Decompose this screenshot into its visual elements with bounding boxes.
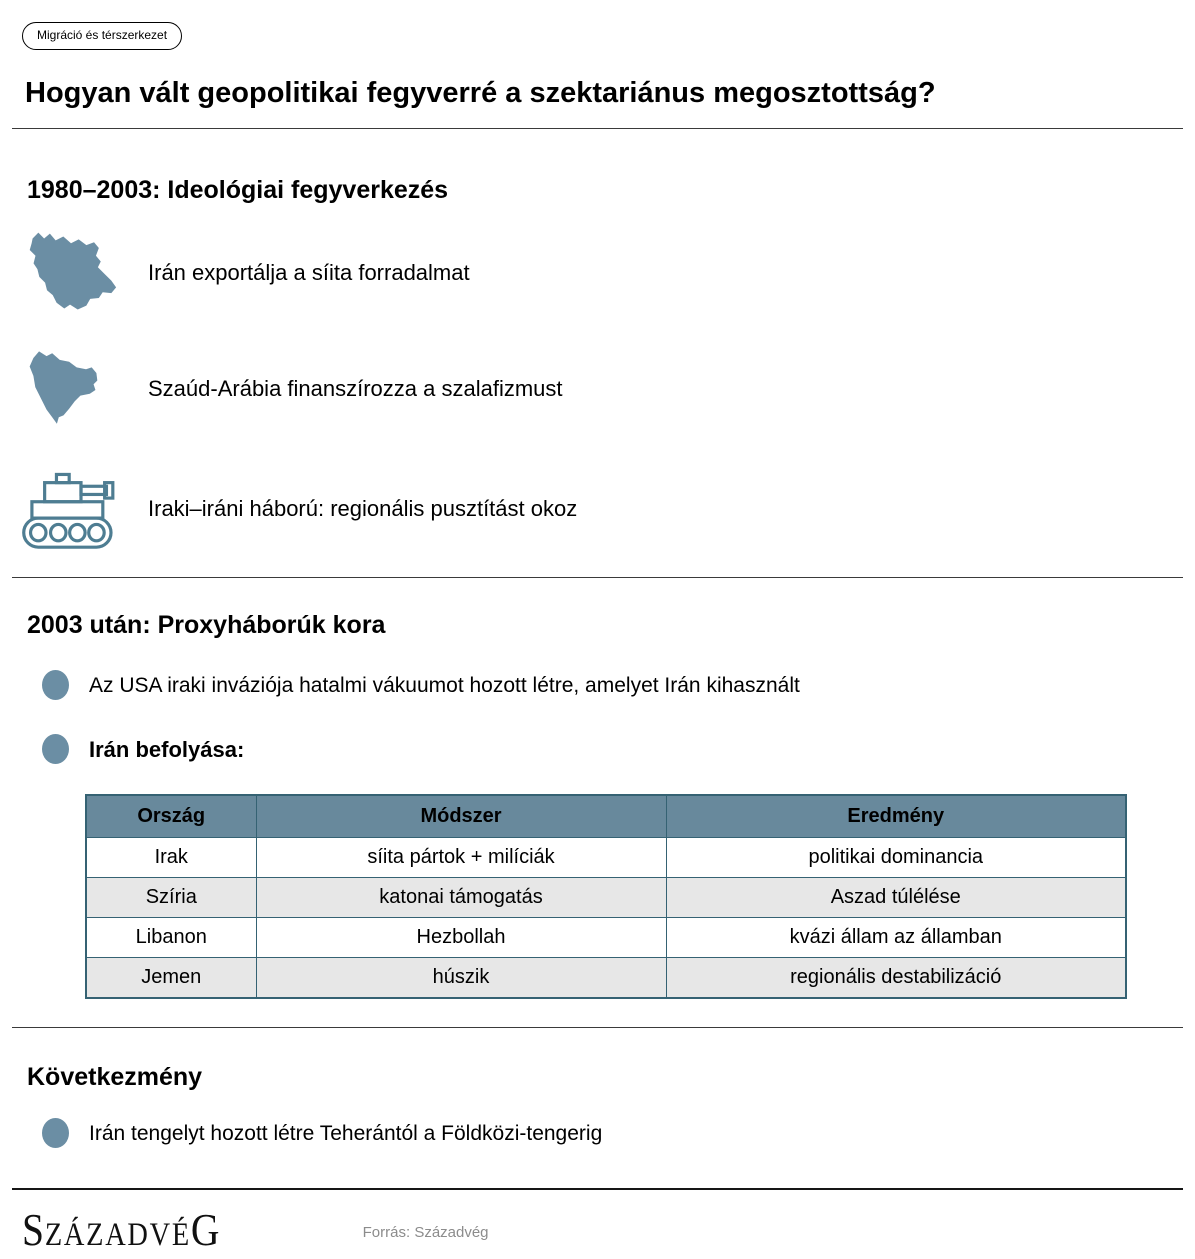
list-item bbox=[20, 345, 1195, 433]
table-cell: húszik bbox=[256, 958, 666, 999]
bullet-text: Irán befolyása: bbox=[89, 736, 245, 762]
icon-item-list bbox=[0, 227, 1195, 549]
logo-letters: ZÁZADVÉ bbox=[44, 1217, 191, 1253]
section-heading-ideological-arming: 1980–2003: Ideológiai fegyverkezés bbox=[27, 176, 449, 204]
table-cell: Hezbollah bbox=[256, 918, 666, 958]
table-cell: regionális destabilizáció bbox=[666, 958, 1126, 999]
bullet-dot-icon bbox=[42, 1118, 69, 1148]
table-row bbox=[86, 918, 1126, 958]
footer bbox=[22, 1206, 1195, 1259]
logo-letter: S bbox=[22, 1204, 45, 1255]
bullet-item bbox=[42, 734, 1195, 764]
column-header: Ország bbox=[86, 795, 256, 838]
item-text: Irán exportálja a síita forradalmat bbox=[148, 260, 470, 285]
table-cell: kvázi állam az államban bbox=[666, 918, 1126, 958]
bullet-text: Irán tengelyt hozott létre Teherántól a Földközi-tengerig bbox=[89, 1121, 603, 1145]
table-cell: síita pártok + milíciák bbox=[256, 838, 666, 878]
column-header: Módszer bbox=[256, 795, 666, 838]
table-cell: Irak bbox=[86, 838, 256, 878]
bullet-item bbox=[42, 670, 1195, 700]
bullet-item bbox=[42, 1118, 1195, 1148]
table-cell: katonai támogatás bbox=[256, 878, 666, 918]
table-cell: Libanon bbox=[86, 918, 256, 958]
table-header-row bbox=[86, 795, 1126, 838]
table-row bbox=[86, 878, 1126, 918]
table-cell: politikai dominancia bbox=[666, 838, 1126, 878]
divider bbox=[12, 128, 1183, 129]
item-text: Szaúd-Arábia finanszírozza a szalafizmust bbox=[148, 376, 563, 401]
table-cell: Szíria bbox=[86, 878, 256, 918]
table-cell: Aszad túlélése bbox=[666, 878, 1126, 918]
column-header: Eredmény bbox=[666, 795, 1126, 838]
bullet-dot-icon bbox=[42, 670, 69, 700]
section-heading-consequence: Következmény bbox=[27, 1063, 203, 1091]
divider bbox=[12, 1027, 1183, 1028]
bullet-text: Az USA iraki inváziója hatalmi vákuumot hozott létre, amelyet Irán kihasznált bbox=[89, 673, 800, 697]
logo-letter: G bbox=[190, 1204, 221, 1255]
footer-divider bbox=[12, 1188, 1183, 1190]
page-title: Hogyan vált geopolitikai fegyverré a szektariánus megosztottság? bbox=[25, 77, 936, 109]
list-item bbox=[20, 227, 1195, 319]
saudi-arabia-map-icon bbox=[20, 345, 122, 433]
list-item bbox=[20, 469, 1195, 549]
iran-influence-table bbox=[85, 794, 1127, 999]
category-badge: Migráció és térszerkezet bbox=[22, 22, 182, 50]
table-row bbox=[86, 958, 1126, 999]
iran-map-icon bbox=[20, 227, 122, 319]
divider bbox=[12, 577, 1183, 578]
bullet-dot-icon bbox=[42, 734, 69, 764]
table-cell: Jemen bbox=[86, 958, 256, 999]
table-row bbox=[86, 838, 1126, 878]
source-credit: Forrás: Századvég bbox=[362, 1224, 489, 1241]
tank-icon bbox=[20, 469, 122, 549]
item-text: Iraki–iráni háború: regionális pusztítást okoz bbox=[148, 496, 578, 521]
section-heading-proxy-wars: 2003 után: Proxyháborúk kora bbox=[27, 611, 386, 639]
szazadveg-logo bbox=[22, 1206, 220, 1259]
